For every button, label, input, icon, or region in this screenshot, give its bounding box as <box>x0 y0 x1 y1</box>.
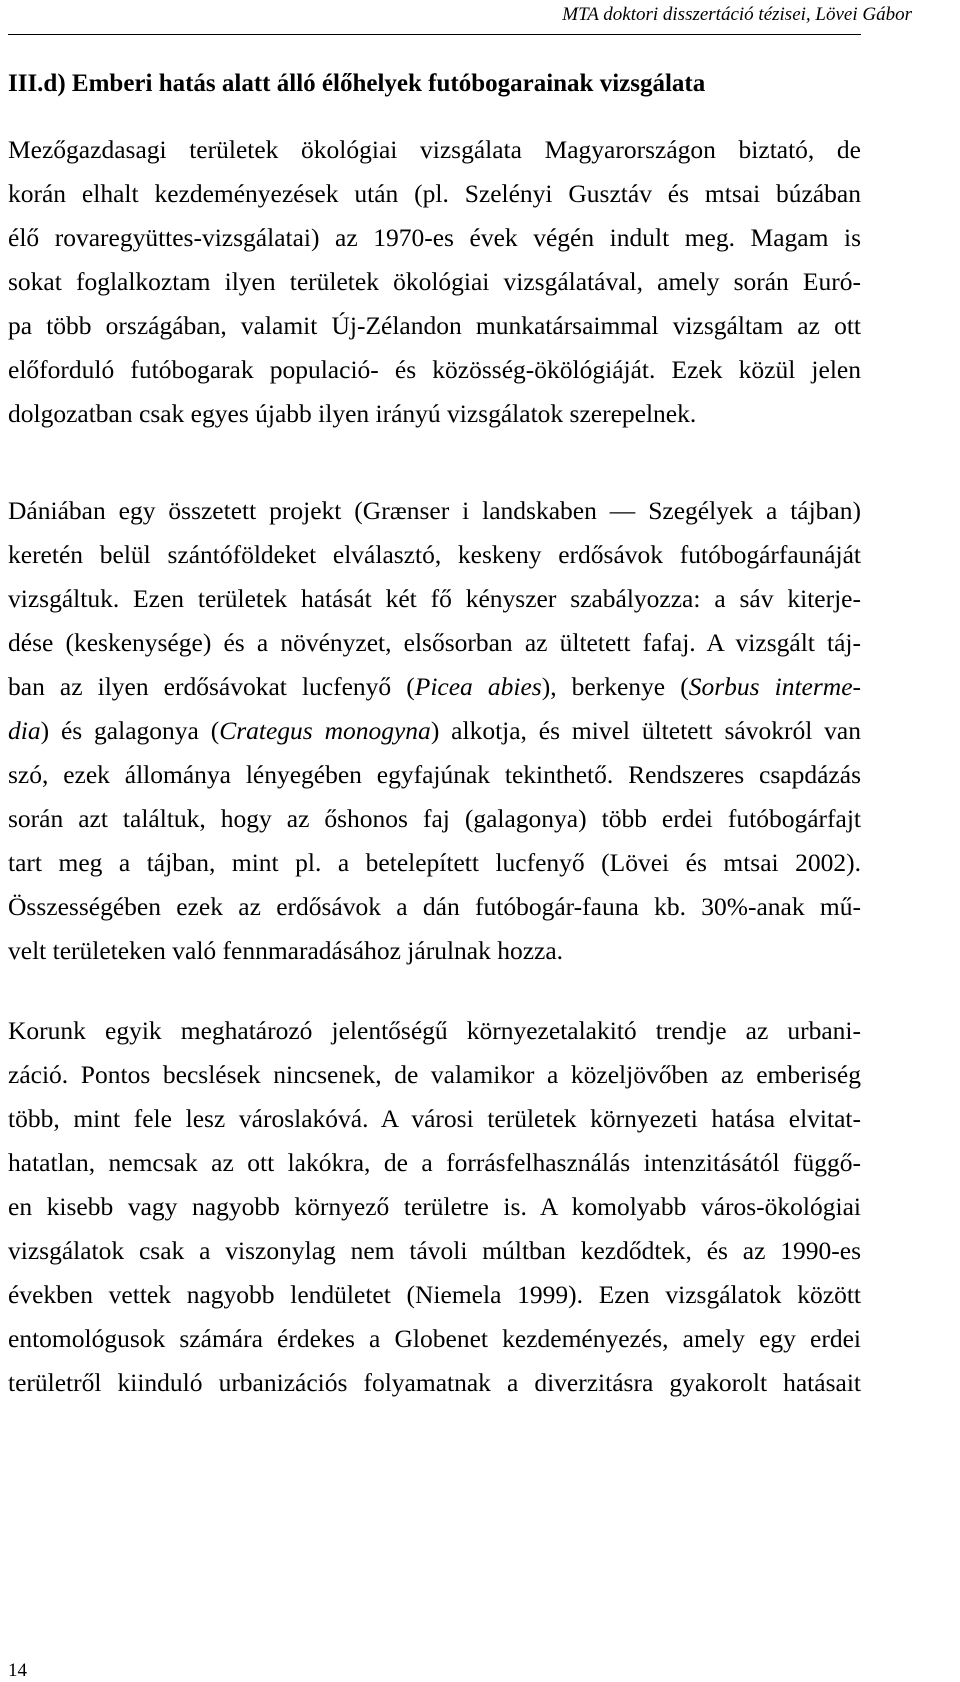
text-line: Összességében ezek az erdősávok a dán futóbogár-fauna kb. 30%-anak mű- <box>8 892 861 921</box>
text-line: velt területeken való fennmaradásához járulnak hozza. <box>8 936 564 965</box>
text-line: több, mint fele lesz városlakóvá. A városi területek környezeti hatása elvitat- <box>8 1104 861 1133</box>
text-line: entomológusok számára érdekes a Globenet kezdeményezés, amely egy erdei <box>8 1324 861 1353</box>
text-line: területről kiinduló urbanizációs folyamatnak a diverzitásra gyakorolt hatásait <box>8 1368 861 1397</box>
species-name: Crategus monogyna <box>219 716 431 745</box>
text-line: dése (keskenysége) és a növényzet, elsősorban az ültetett fafaj. A vizsgált táj- <box>8 628 861 657</box>
species-name: Picea abies <box>414 672 542 701</box>
species-name: Sorbus interme- <box>688 672 862 701</box>
text-line <box>8 709 861 753</box>
text-segment: ) alkotja, és mivel ültetett sávokról van <box>430 716 861 745</box>
text-segment: ) és galagonya ( <box>40 716 220 745</box>
page-number: 14 <box>8 1660 27 1681</box>
text-line: előforduló futóbogarak populació- és közösség-ökölógiáját. Ezek közül jelen <box>8 355 861 384</box>
text-line: en kisebb vagy nagyobb környező területre is. A komolyabb város-ökológiai <box>8 1192 861 1221</box>
running-header: MTA doktori disszertáció tézisei, Lövei Gábor <box>562 4 912 25</box>
text-line: során azt találtuk, hogy az őshonos faj (galagonya) több erdei futóbogárfajt <box>8 804 861 833</box>
text-line: hatatlan, nemcsak az ott lakókra, de a forrásfelhasználás intenzitásától függő- <box>8 1148 861 1177</box>
text-line: élő rovaregyüttes-vizsgálatai) az 1970-es évek végén indult meg. Magam is <box>8 223 861 252</box>
paragraph-urbanization <box>8 1009 861 1405</box>
text-segment: ban az ilyen erdősávokat lucfenyő ( <box>8 672 415 701</box>
text-line: vizsgálatok csak a viszonylag nem távoli múltban kezdődtek, és az 1990-es <box>8 1236 861 1265</box>
paragraph-agricultural <box>8 128 861 436</box>
text-line: dolgozatban csak egyes újabb ilyen irányú vizsgálatok szerepelnek. <box>8 399 697 428</box>
text-line: záció. Pontos becslések nincsenek, de valamikor a közeljövőben az emberiség <box>8 1060 861 1089</box>
text-line <box>8 665 861 709</box>
text-line: keretén belül szántóföldeket elválasztó, keskeny erdősávok futóbogárfaunáját <box>8 540 861 569</box>
text-line: Mezőgazdasagi területek ökológiai vizsgálata Magyarországon biztató, de <box>8 135 861 164</box>
header-rule <box>8 34 861 35</box>
text-line: pa több országában, valamit Új-Zélandon munkatársaimmal vizsgáltam az ott <box>8 311 861 340</box>
text-line: években vettek nagyobb lendületet (Niemela 1999). Ezen vizsgálatok között <box>8 1280 861 1309</box>
text-line: Dániában egy összetett projekt (Grænser i landskaben — Szegélyek a tájban) <box>8 496 861 525</box>
text-line: tart meg a tájban, mint pl. a betelepített lucfenyő (Lövei és mtsai 2002). <box>8 848 861 877</box>
text-line: Korunk egyik meghatározó jelentőségű környezetalakitó trendje az urbani- <box>8 1016 861 1045</box>
text-line: szó, ezek állománya lényegében egyfajúnak tekinthető. Rendszeres csapdázás <box>8 760 861 789</box>
text-line: vizsgáltuk. Ezen területek hatását két fő kényszer szabályozza: a sáv kiterje- <box>8 584 861 613</box>
text-segment: ), berkenye ( <box>541 672 689 701</box>
text-line: korán elhalt kezdeményezések után (pl. Szelényi Gusztáv és mtsai búzában <box>8 179 861 208</box>
species-name: dia <box>8 716 41 745</box>
text-line: sokat foglalkoztam ilyen területek ökológiai vizsgálatával, amely során Euró- <box>8 267 861 296</box>
section-heading: III.d) Emberi hatás alatt álló élőhelyek futóbogarainak vizsgálata <box>8 70 706 97</box>
paragraph-denmark <box>8 489 861 973</box>
